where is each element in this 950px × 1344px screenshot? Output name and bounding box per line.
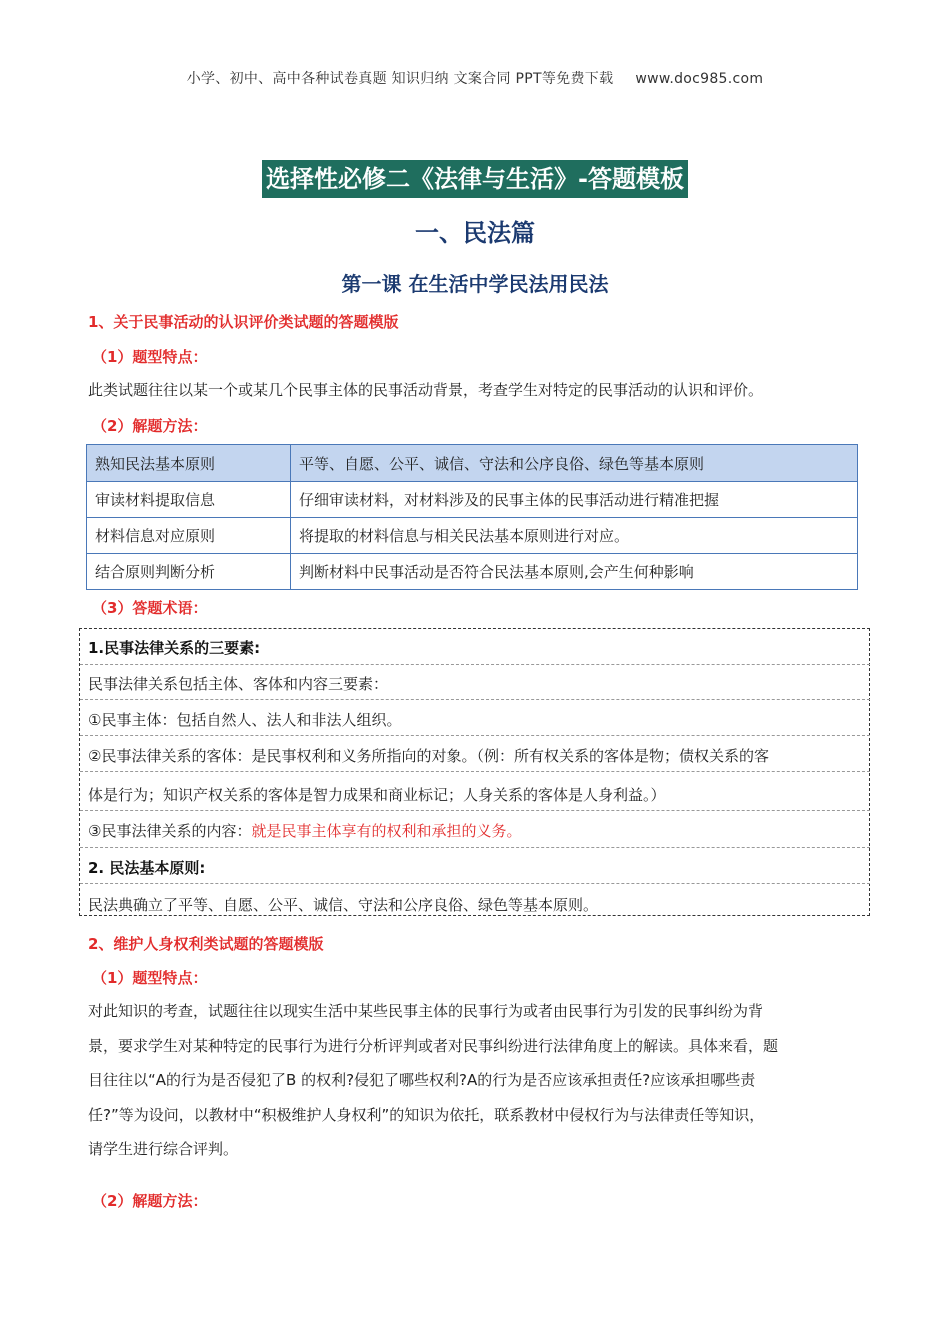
paragraph-line: 目往往以“A的行为是否侵犯了B 的权利?侵犯了哪些权利?A的行为是否应该承担责任?应该承担哪些责 xyxy=(88,1071,756,1089)
terms-heading-1: 1.民事法律关系的三要素: xyxy=(88,639,261,657)
divider xyxy=(80,883,870,884)
table-row xyxy=(87,518,858,554)
section1-features-label: （1）题型特点： xyxy=(92,348,208,366)
section2-features-label: （1）题型特点： xyxy=(92,969,208,987)
divider xyxy=(80,735,870,736)
table-cell-step: 结合原则判断分析 xyxy=(87,554,291,590)
section1-terms-label: （3）答题术语： xyxy=(92,599,208,617)
method-table xyxy=(86,444,858,590)
terms-line: ②民事法律关系的客体：是民事权利和义务所指向的对象。（例：所有权关系的客体是物；债权关系的客 xyxy=(88,747,769,765)
table-cell-step: 材料信息对应原则 xyxy=(87,518,291,554)
divider xyxy=(80,847,870,848)
table-row xyxy=(87,554,858,590)
terms-line: 体是行为；知识产权关系的客体是智力成果和商业标记；人身关系的客体是人身利益。） xyxy=(88,786,666,804)
table-cell-desc: 仔细审读材料，对材料涉及的民事主体的民事活动进行精准把握 xyxy=(291,482,858,518)
page-header xyxy=(0,68,950,88)
lesson-title: 第一课 在生活中学民法用民法 xyxy=(341,272,609,296)
section2-features-text xyxy=(88,994,863,1167)
section2-heading: 2、维护人身权利类试题的答题模版 xyxy=(88,935,324,953)
table-cell-desc: 平等、自愿、公平、诚信、守法和公序良俗、绿色等基本原则 xyxy=(291,445,858,482)
document-title-wrap xyxy=(0,160,950,198)
header-url[interactable]: www.doc985.com xyxy=(635,71,764,87)
header-text: 小学、初中、高中各种试卷真题 知识归纳 文案合同 PPT等免费下载 xyxy=(186,71,614,87)
terms-line-prefix: ③民事法律关系的内容： xyxy=(88,822,252,840)
divider xyxy=(80,810,870,811)
terms-line xyxy=(88,820,521,841)
paragraph-line: 对此知识的考查，试题往往以现实生活中某些民事主体的民事行为或者由民事行为引发的民事纠纷为背 xyxy=(88,1002,764,1020)
section1-heading: 1、关于民事活动的认识评价类试题的答题模版 xyxy=(88,313,399,331)
paragraph-line: 景，要求学生对某种特定的民事行为进行分析评判或者对民事纠纷进行法律角度上的解读。具体来看，题 xyxy=(88,1036,779,1055)
paragraph-line: 此类试题往往以某一个或某几个民事主体的民事活动背景，考查学生对特定的民事活动的认识和评价。 xyxy=(88,381,764,399)
divider xyxy=(80,664,870,665)
table-cell-step: 审读材料提取信息 xyxy=(87,482,291,518)
table-cell-desc: 判断材料中民事活动是否符合民法基本原则,会产生何种影响 xyxy=(291,554,858,590)
section1-method-label: （2）解题方法： xyxy=(92,417,208,435)
terms-heading-2: 2. 民法基本原则: xyxy=(88,859,206,877)
document-title: 选择性必修二《法律与生活》-答题模板 xyxy=(262,160,688,198)
paragraph-line: 任?”等为设问，以教材中“积极维护人身权利”的知识为依托，联系教材中侵权行为与法律责任等知识， xyxy=(88,1105,765,1124)
terms-line: 民法典确立了平等、自愿、公平、诚信、守法和公序良俗、绿色等基本原则。 xyxy=(88,896,599,914)
table-row xyxy=(87,445,858,482)
table-row xyxy=(87,482,858,518)
divider xyxy=(80,771,870,772)
paragraph-line: 请学生进行综合评判。 xyxy=(88,1140,239,1158)
divider xyxy=(80,699,870,700)
part-title: 一、民法篇 xyxy=(415,219,535,247)
terms-line: ①民事主体：包括自然人、法人和非法人组织。 xyxy=(88,711,402,729)
terms-line-highlight: 就是民事主体享有的权利和承担的义务。 xyxy=(251,822,522,840)
section2-method-label: （2）解题方法： xyxy=(92,1192,208,1210)
terms-line: 民事法律关系包括主体、客体和内容三要素： xyxy=(88,675,389,693)
table-cell-desc: 将提取的材料信息与相关民法基本原则进行对应。 xyxy=(291,518,858,554)
table-cell-step: 熟知民法基本原则 xyxy=(87,445,291,482)
section1-features-text xyxy=(88,373,863,408)
